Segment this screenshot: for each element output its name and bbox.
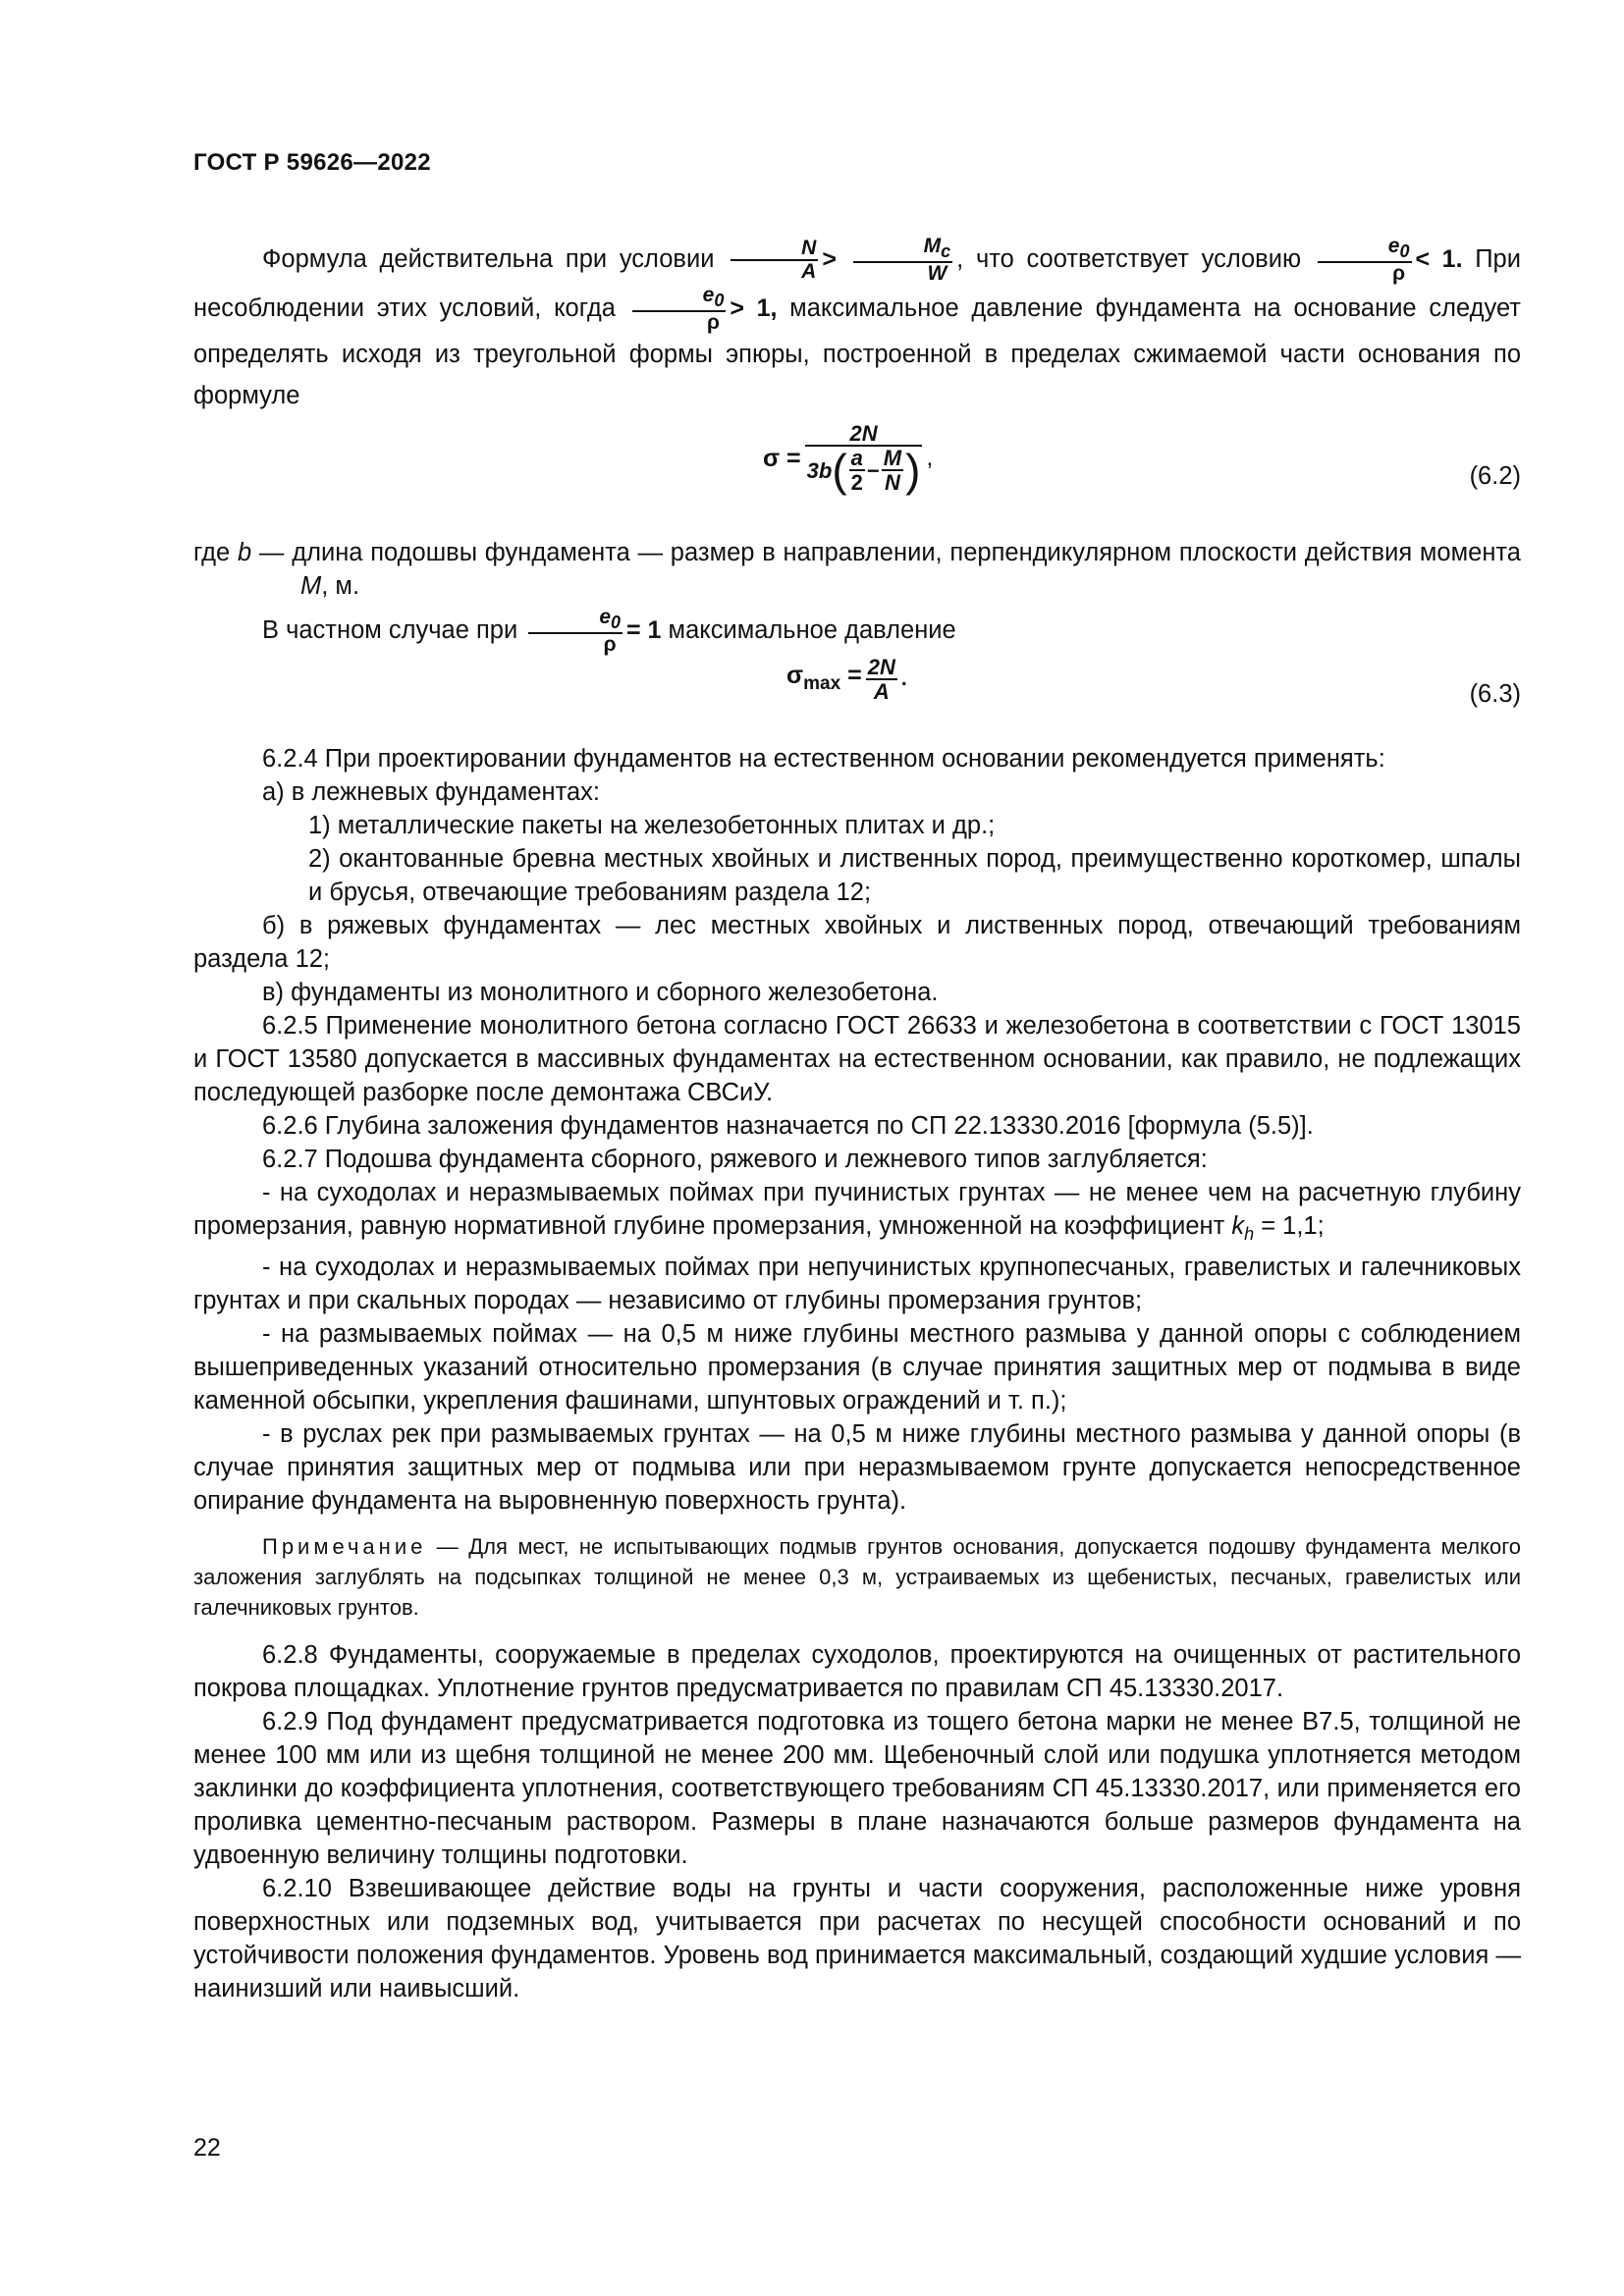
- bullet-riverbeds: - в руслах рек при размываемых грунтах — на 0,5 м ниже глубины местного размыва у данной опоры (в случае принятия защитных мер от подмыва или при неразмываемом грунте допускается непосредственное опирание фундамента на выровненную поверхность грунта).: [193, 1420, 1521, 1516]
- paragraph-6-2-5: 6.2.5 Применение монолитного бетона согласно ГОСТ 26633 и железобетона в соответствии с ГОСТ 13015 и ГОСТ 13580 допускается в массивных фундаментах на естественном основании, как правило, не подлежащих последующей разборке после демонтажа СВСиУ.: [193, 1012, 1521, 1107]
- list-item-a1: 1) металлические пакеты на железобетонных плитах и др.;: [308, 812, 996, 840]
- bullet-non-heaving: - на суходолах и неразмываемых поймах при непучинистых крупнопесчаных, гравелистых и галечниковых грунтах и при скальных породах — независимо от глубины промерзания грунтов;: [193, 1254, 1521, 1315]
- paragraph-6-2-6: 6.2.6 Глубина заложения фундаментов назначается по СП 22.13330.2016 [формула (5.5)].: [262, 1112, 1314, 1141]
- fraction-mc-over-w: $\frac{M_c}{W}$: [853, 236, 953, 285]
- list-item-a: а) в лежневых фундаментах:: [262, 778, 600, 807]
- equation-6-3: $\sigma_{max}$ = $\frac{2N}{A}$ . (6.3): [193, 656, 1521, 724]
- list-item-a2: 2) окантованные бревна местных хвойных и лиственных пород, преимущественно короткомер, шпалы и брусья, отвечающие требованиям раздела 12;: [308, 845, 1521, 907]
- fraction-n-over-a: $\frac{N}{A}$: [731, 238, 818, 283]
- page-number: 22: [193, 2134, 221, 2162]
- eq63-fraction: $\frac{2N}{A}$: [867, 655, 895, 705]
- special-case-paragraph: В частном случае при $\frac{e_0}{\rho}$ = 1 максимальное давление: [262, 606, 956, 657]
- fraction-e0-over-rho-2: $\frac{e_0}{\rho}$: [632, 285, 727, 334]
- fraction-e0-over-rho-3: $\frac{e_0}{\rho}$: [528, 607, 623, 656]
- document-header: ГОСТ Р 59626—2022: [193, 149, 431, 176]
- paragraph-6-2-4: 6.2.4 При проектировании фундаментов на естественном основании рекомендуется применять:: [262, 745, 1385, 774]
- bullet-frost-heaving: - на суходолах и неразмываемых поймах при пучинистых грунтах — не менее чем на расчетную глубину промерзания, равную нормативной глубине промерзания, умноженной на коэффициент $k_h = 1,1$;: [193, 1179, 1521, 1245]
- note-label: Примечание: [262, 1534, 427, 1560]
- eq62-fraction: 2N 3b ( a 2 − $\frac{M}{N}$ ): [806, 421, 921, 497]
- paragraph-6-2-8: 6.2.8 Фундаменты, сооружаемые в пределах суходолов, проектируются на очищенных от растительного покрова площадках. Уплотнение грунтов предусматривается по правилам СП 45.13330.2017.: [193, 1641, 1521, 1703]
- paragraph-6-2-7: 6.2.7 Подошва фундамента сборного, ряжевого и лежневого типов заглубляется:: [262, 1146, 1208, 1174]
- equation-number-6-3: (6.3): [1469, 680, 1521, 709]
- paragraph-6-2-10: 6.2.10 Взвешивающее действие воды на грунты и части сооружения, расположенные ниже уровня поверхностных или подземных вод, учитывается при расчетах по несущей способности оснований и по устойчивости положения фундаментов. Уровень вод принимается максимальный, создающий худшие условия — наинизший или наивысший.: [193, 1875, 1521, 2003]
- note-text: — Для мест, не испытывающих подмыв грунтов основания, допускается подошву фундамента мелкого заложения заглублять на подсыпках толщиной не менее 0,3 м, устраиваемых из щебенистых, песчаных, гравелистых или галечниковых грунтов.: [193, 1534, 1521, 1621]
- fraction-e0-over-rho: $\frac{e_0}{\rho}$: [1318, 236, 1412, 285]
- equation-6-2: σ = 2N 3b ( a 2 − $\frac{M}{N}$ ) , (6.2): [763, 421, 1521, 497]
- bullet-erodible-floodplains: - на размываемых поймах — на 0,5 м ниже глубины местного размыва у данной опоры с соблюдением вышеприведенных указаний относительно промерзания (в случае принятия защитных мер от подмыва в виде каменной обсыпки, укрепления фашинами, шпунтовых ограждений и т. п.);: [193, 1320, 1521, 1415]
- where-b-definition: где b — длина подошвы фундамента — размер в направлении, перпендикулярном плоскости действия момента M, м.: [193, 539, 1521, 601]
- paragraph-6-2-9: 6.2.9 Под фундамент предусматривается подготовка из тощего бетона марки не менее В7.5, толщиной не менее 100 мм или из щебня толщиной не менее 200 мм. Щебеночный слой или подушка уплотняется методом заклинки до коэффициента уплотнения, соответствующего требованиям СП 45.13330.2017, или применяется его проливка цементно-песчаным раствором. Размеры в плане назначаются больше размеров фундамента на удвоенную величину толщины подготовки.: [193, 1708, 1521, 1870]
- list-item-c: в) фундаменты из монолитного и сборного железобетона.: [262, 979, 939, 1007]
- formula-validity-paragraph: Формула действительна при условии $\frac{N}{A}$ > $\frac{M_c}{W}$ , что соответствует условию $\frac{e_0}{\rho}$ < 1. При несоблюдении этих условий, когда $\frac{e_0}{\rho}$ > 1, максимальное давление фундамента на основание следует определять исходя из треугольной формы эпюры, построенной в пределах сжимаемой части основания по формуле: [193, 235, 1521, 410]
- equation-number-6-2: (6.2): [1469, 462, 1521, 491]
- note: [193, 1531, 1521, 1623]
- list-item-b: б) в ряжевых фундаментах — лес местных хвойных и лиственных пород, отвечающий требованиям раздела 12;: [193, 912, 1521, 974]
- document-body: [193, 236, 1521, 2005]
